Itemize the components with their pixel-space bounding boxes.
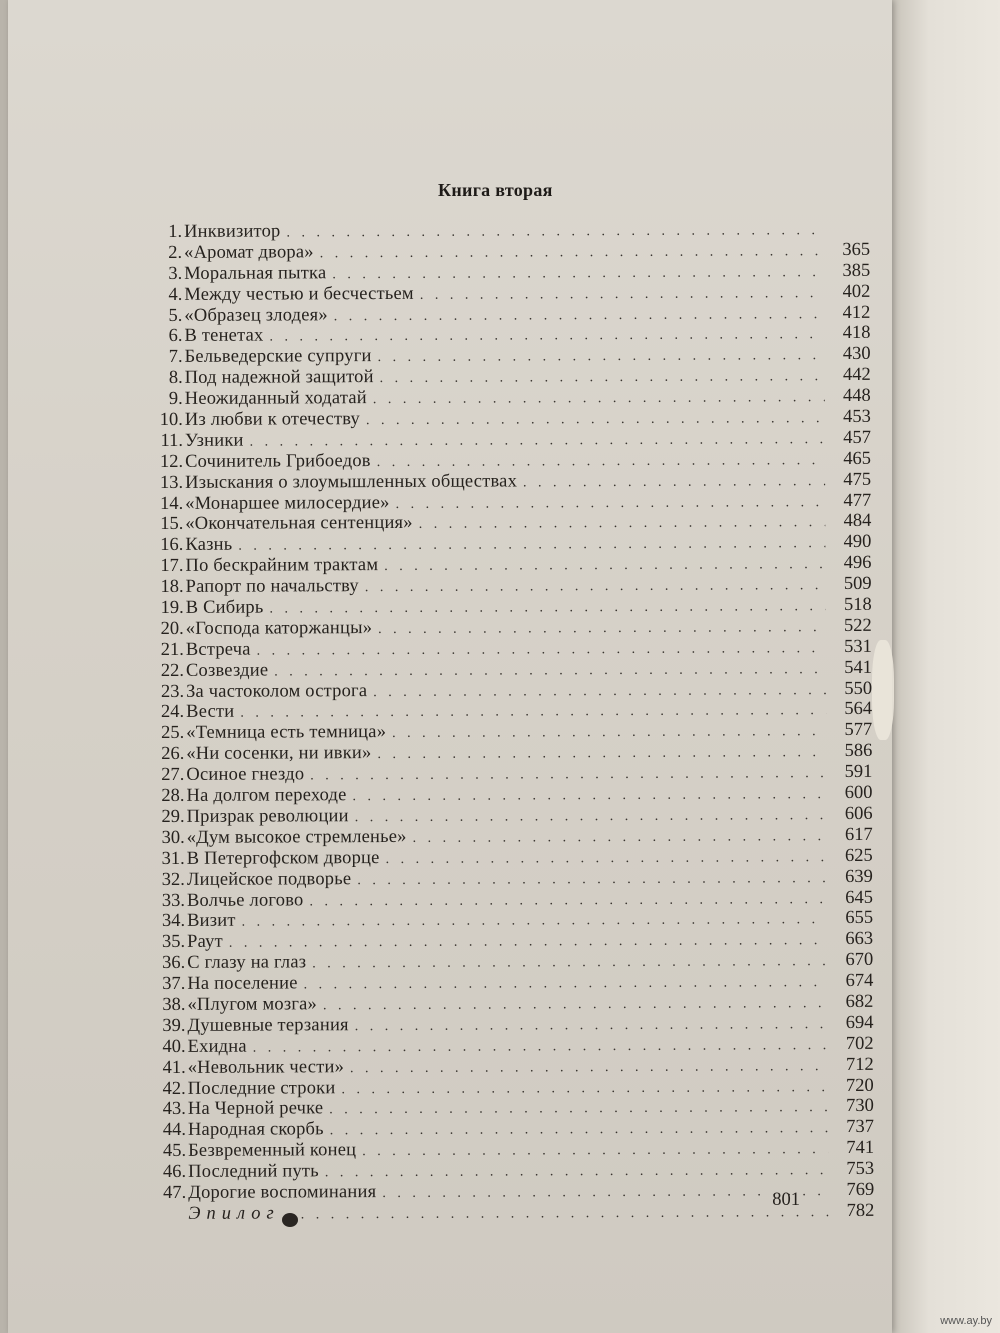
- toc-entry-number: 44.: [162, 1120, 187, 1141]
- dot-leader: [377, 451, 825, 474]
- toc-entry: [159, 553, 871, 577]
- toc-entry-title: На Черной речке: [187, 1098, 324, 1120]
- dot-leader: [373, 681, 826, 704]
- toc-entry-number: 16.: [160, 535, 184, 556]
- dot-leader: [366, 409, 825, 432]
- dot-leader: [269, 326, 824, 349]
- toc-entry-number: 28.: [161, 785, 185, 807]
- toc-entry: [159, 511, 871, 535]
- dot-leader: [350, 1057, 828, 1080]
- toc-entry-page: 670: [845, 950, 874, 971]
- toc-entry-title: Вести: [186, 702, 235, 723]
- toc-entry-number: 27.: [161, 765, 185, 786]
- dot-leader: [365, 576, 826, 599]
- dot-leader: [330, 1119, 828, 1142]
- dot-leader: [413, 827, 827, 850]
- toc-entry-page: 625: [844, 845, 873, 866]
- toc-entry: [158, 261, 870, 285]
- toc-entry-title: На поселение: [187, 973, 298, 994]
- toc-entry-number: 43.: [162, 1099, 186, 1120]
- toc-entry-number: 30.: [161, 827, 185, 848]
- dot-leader: [396, 493, 826, 516]
- toc-entry-page: 769: [846, 1179, 875, 1200]
- toc-entry-page: 531: [844, 636, 872, 657]
- toc-entry-page: 655: [845, 908, 874, 929]
- toc-entry-title: Из любви к отечеству: [184, 409, 361, 430]
- dot-leader: [229, 931, 827, 955]
- ink-blot: [282, 1213, 298, 1227]
- dot-leader: [240, 702, 826, 725]
- dot-leader: [329, 1098, 828, 1121]
- toc-entry-number: 9.: [168, 389, 183, 410]
- toc-entry: [161, 1013, 873, 1037]
- toc-entry-page: 509: [843, 574, 872, 595]
- toc-entry-title: Моральная пытка: [184, 263, 327, 284]
- toc-entry: [158, 302, 870, 326]
- toc-entry-number: 38.: [162, 994, 186, 1015]
- toc-entry: [160, 637, 872, 661]
- toc-entry-number: 1.: [168, 221, 183, 242]
- toc-entry-number: 7.: [168, 347, 183, 368]
- toc-entry: [161, 825, 873, 849]
- toc-entry: [160, 616, 872, 640]
- toc-entry: [160, 574, 872, 598]
- toc-entry-title: Созвездие: [185, 660, 269, 681]
- toc-entry: [159, 490, 871, 514]
- toc-entry-number: 25.: [161, 723, 185, 744]
- dot-leader: [253, 1036, 828, 1059]
- toc-entry-title: С глазу на глаз: [187, 952, 307, 974]
- toc-entry-title: «Плугом мозга»: [187, 994, 318, 1015]
- toc-entry-title: Между честью и бесчестьем: [184, 283, 414, 305]
- dot-leader: [420, 284, 825, 307]
- toc-entry-page: 430: [842, 344, 871, 365]
- toc-entry: [159, 386, 871, 410]
- toc-entry: [161, 971, 873, 995]
- adjacent-page-edge: [888, 0, 1000, 1333]
- toc-entry-page: 496: [843, 553, 872, 574]
- toc-entry-page: 674: [845, 970, 874, 992]
- table-of-contents: [158, 219, 874, 1225]
- toc-entry-title: Инквизитор: [183, 221, 281, 242]
- toc-entry: [159, 532, 871, 556]
- dot-leader: [312, 952, 827, 975]
- toc-entry: [159, 449, 871, 473]
- toc-entry-page: 645: [845, 887, 873, 908]
- toc-entry-title: «Окончательная сентенция»: [185, 513, 413, 535]
- dot-leader: [386, 848, 827, 871]
- torn-paper-spot: [872, 640, 894, 740]
- toc-entry-number: 6.: [168, 326, 183, 347]
- toc-entry: [161, 804, 873, 828]
- dot-leader: [380, 367, 825, 390]
- toc-entry: [160, 658, 872, 682]
- toc-entry: [158, 219, 870, 243]
- toc-entry-title: За частоколом острога: [186, 680, 368, 702]
- toc-entry-title: «Невольник чести»: [187, 1056, 345, 1078]
- toc-entry-page: 577: [844, 720, 873, 741]
- toc-entry: [159, 470, 871, 494]
- toc-entry-number: 41.: [162, 1057, 186, 1078]
- dot-leader: [355, 806, 827, 829]
- toc-entry-title: Осиное гнездо: [186, 764, 305, 786]
- dot-leader: [378, 346, 825, 369]
- toc-entry-number: 13.: [159, 472, 184, 493]
- toc-entry-page: 606: [844, 803, 873, 824]
- toc-entry: [160, 741, 872, 765]
- toc-entry-title: «Темница есть темница»: [186, 722, 387, 744]
- watermark-text: www.ay.by: [940, 1315, 992, 1327]
- toc-entry-number: 17.: [160, 556, 184, 577]
- dot-leader: [378, 618, 826, 641]
- toc-entry: [162, 1096, 874, 1120]
- toc-entry-title: В тенетах: [184, 325, 264, 347]
- toc-entry-title: Неожиданный ходатай: [184, 388, 367, 410]
- toc-entry-number: 18.: [160, 577, 184, 598]
- toc-entry-title: Дорогие воспоминания: [188, 1182, 377, 1203]
- toc-entry-number: 42.: [162, 1078, 186, 1099]
- toc-entry-title: Казнь: [185, 535, 233, 556]
- toc-entry-page: 586: [844, 741, 873, 762]
- toc-entry-title: Волчье логово: [186, 889, 304, 911]
- toc-entry-title: Призрак революции: [186, 806, 349, 827]
- toc-entry-number: 46.: [162, 1161, 187, 1183]
- toc-entry-number: 40.: [162, 1036, 186, 1057]
- toc-entry: [160, 678, 872, 702]
- toc-entry: [162, 1075, 874, 1099]
- toc-entry-number: 26.: [161, 744, 185, 765]
- dot-leader: [325, 1161, 828, 1184]
- dot-leader: [310, 764, 826, 787]
- dot-leader: [238, 534, 825, 557]
- dot-leader: [523, 472, 825, 494]
- toc-entry: [160, 783, 872, 807]
- toc-entry-number: 20.: [160, 618, 184, 639]
- toc-entry-number: 23.: [160, 681, 185, 702]
- toc-entry-number: 35.: [161, 932, 186, 953]
- toc-entry-number: 11.: [160, 430, 183, 451]
- toc-entry-page: 402: [842, 281, 871, 302]
- toc-entry-title: Бельведерские супруги: [184, 346, 372, 368]
- toc-entry-title: «Аромат двора»: [184, 242, 314, 263]
- toc-entry-title: Сочинитель Грибоедов: [185, 450, 371, 472]
- toc-entry-page: 682: [845, 991, 874, 1012]
- toc-entry: [159, 428, 871, 452]
- toc-entry: [158, 323, 870, 347]
- toc-entry-number: 3.: [168, 263, 183, 284]
- toc-entry-page: 702: [845, 1033, 874, 1054]
- dot-leader: [332, 263, 824, 286]
- toc-entry-number: 15.: [160, 514, 184, 535]
- toc-entry-number: 34.: [161, 911, 186, 932]
- toc-entry-number: 10.: [159, 409, 183, 431]
- toc-entry-page: 442: [842, 365, 871, 386]
- dot-leader: [250, 430, 825, 453]
- toc-entry-number: 29.: [161, 806, 185, 827]
- dot-leader: [274, 660, 826, 683]
- toc-entry-page: 484: [843, 511, 872, 532]
- toc-entry-title: Ехидна: [187, 1036, 247, 1057]
- toc-entry-title: В Петергофском дворце: [186, 847, 380, 869]
- dot-leader: [392, 722, 826, 745]
- toc-entry-page: 477: [843, 490, 872, 511]
- toc-entry: [160, 595, 872, 619]
- toc-entry: [162, 1159, 874, 1183]
- dot-leader: [357, 869, 827, 892]
- toc-entry: [162, 1138, 874, 1162]
- toc-entry-page: 600: [844, 782, 873, 804]
- toc-entry-page: 720: [845, 1075, 874, 1096]
- toc-entry-number: 31.: [161, 848, 185, 869]
- toc-entry-number: 39.: [162, 1015, 186, 1036]
- toc-entry-page: 741: [846, 1138, 875, 1159]
- toc-entry-title: Безвременный конец: [188, 1140, 357, 1162]
- dot-leader: [341, 1078, 827, 1101]
- toc-entry-number: 21.: [160, 639, 184, 660]
- toc-entry-page: 639: [845, 866, 873, 887]
- toc-entry-title: «Господа каторжанцы»: [185, 617, 373, 639]
- toc-entry-page: 448: [842, 386, 871, 407]
- toc-entry-number: 4.: [168, 284, 183, 305]
- toc-entry-page: 617: [844, 824, 873, 845]
- toc-entry-number: 12.: [159, 451, 184, 472]
- toc-entry-page: 465: [843, 448, 872, 469]
- dot-leader: [377, 743, 826, 766]
- toc-entry-title: Эпилог: [188, 1203, 280, 1224]
- toc-entry-number: 37.: [162, 973, 186, 995]
- toc-entry-title: Душевные терзания: [187, 1015, 349, 1036]
- toc-entry: [159, 365, 871, 389]
- dot-leader: [419, 514, 826, 537]
- toc-entry-title: Встреча: [185, 639, 251, 660]
- dot-leader: [323, 994, 828, 1017]
- toc-entry-title: Под надежной защитой: [184, 367, 374, 389]
- toc-entry-page: 730: [846, 1096, 874, 1117]
- toc-entry: [159, 344, 871, 368]
- toc-entry-page: 412: [842, 302, 871, 323]
- toc-entry: [162, 1117, 874, 1141]
- toc-entry: [161, 887, 873, 911]
- toc-entry-number: 22.: [160, 660, 185, 681]
- dot-leader: [334, 305, 825, 328]
- toc-entry-page: 663: [845, 929, 874, 950]
- toc-entry-page: 712: [845, 1054, 874, 1075]
- toc-entry-title: Изыскания о злоумышленных обществах: [185, 471, 518, 493]
- dot-leader: [384, 555, 825, 578]
- toc-entry-number: 14.: [160, 493, 184, 514]
- dot-leader: [352, 785, 826, 808]
- dot-leader: [269, 597, 825, 620]
- toc-entry-page: 365: [842, 239, 871, 260]
- section-heading: Книга вторая: [438, 180, 553, 200]
- dot-leader: [286, 221, 824, 244]
- toc-entry-page: 457: [843, 427, 871, 448]
- toc-entry-page: 490: [843, 532, 872, 553]
- toc-entry: [160, 762, 872, 786]
- toc-entry-page: 782: [846, 1200, 875, 1221]
- toc-entry-title: «Монаршее милосердие»: [185, 492, 390, 514]
- toc-entry-title: Рапорт по начальству: [185, 576, 359, 598]
- toc-entry-title: Последние строки: [187, 1077, 336, 1099]
- dot-leader: [373, 388, 825, 411]
- toc-entry-page: 564: [844, 699, 873, 720]
- toc-entry-title: «Образец злодея»: [184, 304, 328, 326]
- toc-entry: [160, 699, 872, 723]
- toc-entry-page: 550: [844, 678, 873, 699]
- toc-entry-number: 32.: [161, 869, 185, 890]
- toc-entry-title: В Сибирь: [185, 597, 264, 618]
- toc-entry-page: 475: [843, 469, 872, 490]
- toc-entry: [161, 950, 873, 974]
- toc-entry-number: 19.: [160, 597, 184, 619]
- toc-entry: [161, 908, 873, 932]
- toc-entry-page: 694: [845, 1012, 874, 1033]
- toc-entry-number: 33.: [161, 890, 186, 911]
- toc-entry-title: Последний путь: [188, 1161, 319, 1182]
- toc-entry-number: 45.: [162, 1141, 187, 1162]
- toc-entry-title: На долгом переходе: [186, 785, 347, 806]
- toc-entry-title: Лицейское подворье: [186, 868, 352, 890]
- toc-entry-title: Узники: [184, 430, 244, 451]
- dot-leader: [286, 1203, 829, 1226]
- toc-entry-number: 24.: [160, 702, 185, 723]
- toc-entry-title: По бескрайним трактам: [185, 555, 379, 577]
- dot-leader: [355, 1015, 828, 1038]
- toc-entry-title: Народная скорбь: [187, 1119, 324, 1141]
- toc-entry-page: 591: [844, 762, 873, 783]
- toc-entry-page: 518: [843, 594, 872, 616]
- dot-leader: [362, 1140, 828, 1163]
- final-page-number: 801: [772, 1190, 800, 1210]
- toc-entry: [158, 240, 870, 264]
- toc-entry: [158, 282, 870, 306]
- toc-entry: [159, 407, 871, 431]
- toc-entry-title: Раут: [187, 932, 223, 953]
- toc-entry: [162, 1034, 874, 1058]
- toc-entry-number: 2.: [168, 242, 183, 263]
- toc-entry: [161, 992, 873, 1016]
- toc-entry: [161, 846, 873, 870]
- toc-entry-number: 47.: [163, 1182, 187, 1203]
- toc-entry-title: Визит: [187, 911, 236, 932]
- dot-leader: [257, 639, 826, 662]
- toc-entry-page: 753: [846, 1158, 875, 1180]
- toc-entry-number: 36.: [162, 953, 186, 974]
- dot-leader: [242, 910, 828, 933]
- toc-entry-page: 541: [844, 657, 872, 678]
- toc-entry: [160, 720, 872, 744]
- toc-entry-page: 418: [842, 323, 871, 344]
- toc-entry-title: «Дум высокое стремленье»: [186, 826, 407, 848]
- toc-entry-page: 385: [842, 260, 871, 281]
- dot-leader: [309, 890, 827, 913]
- toc-entry-number: 5.: [168, 305, 183, 326]
- toc-entry: [161, 866, 873, 890]
- toc-entry-page: 522: [843, 615, 872, 636]
- toc-entry-number: 8.: [168, 368, 183, 389]
- toc-entry: [162, 1055, 874, 1079]
- toc-entry-page: 453: [843, 406, 871, 428]
- dot-leader: [320, 242, 825, 265]
- toc-entry-title: «Ни сосенки, ни ивки»: [186, 743, 372, 765]
- toc-entry-page: 737: [846, 1117, 875, 1138]
- dot-leader: [304, 973, 828, 996]
